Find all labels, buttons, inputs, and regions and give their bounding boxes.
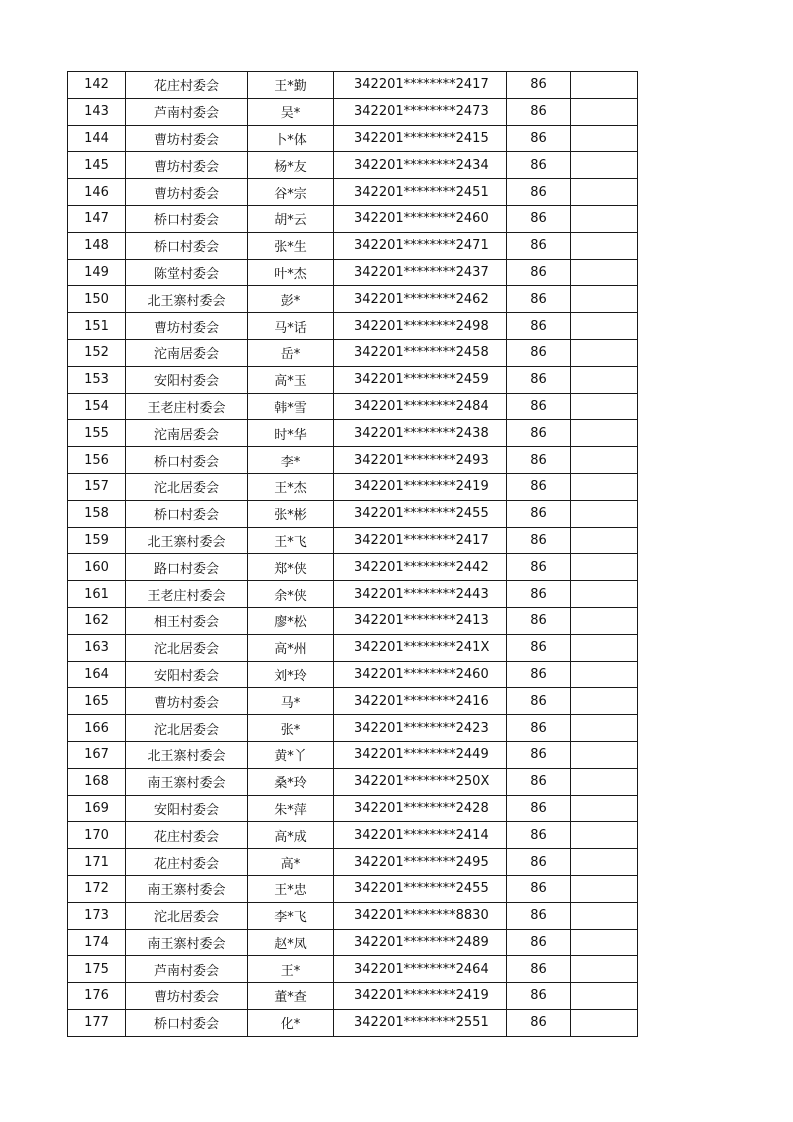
committee-cell: 北王寨村委会: [126, 741, 248, 768]
row-number-cell: 167: [68, 741, 126, 768]
remark-cell: [571, 902, 638, 929]
committee-cell: 花庄村委会: [126, 849, 248, 876]
person-name-cell: 王*勤: [248, 72, 334, 99]
remark-cell: [571, 98, 638, 125]
table-row: [68, 473, 638, 500]
committee-cell: 安阳村委会: [126, 366, 248, 393]
row-number-cell: 165: [68, 688, 126, 715]
remark-cell: [571, 473, 638, 500]
person-name-cell: 王*忠: [248, 875, 334, 902]
person-name-cell: 张*生: [248, 232, 334, 259]
committee-cell: 王老庄村委会: [126, 581, 248, 608]
score-cell: 86: [507, 259, 571, 286]
id-number-cell: 342201********2451: [334, 179, 507, 206]
committee-cell: 沱北居委会: [126, 634, 248, 661]
row-number-cell: 158: [68, 500, 126, 527]
committee-cell: 曹坊村委会: [126, 983, 248, 1010]
row-number-cell: 145: [68, 152, 126, 179]
id-number-cell: 342201********2419: [334, 473, 507, 500]
remark-cell: [571, 849, 638, 876]
score-cell: 86: [507, 527, 571, 554]
roster-table-body: [68, 72, 638, 1037]
person-name-cell: 高*州: [248, 634, 334, 661]
table-row: [68, 286, 638, 313]
row-number-cell: 166: [68, 715, 126, 742]
id-number-cell: 342201********8830: [334, 902, 507, 929]
row-number-cell: 144: [68, 125, 126, 152]
score-cell: 86: [507, 581, 571, 608]
table-row: [68, 929, 638, 956]
score-cell: 86: [507, 232, 571, 259]
table-row: [68, 1009, 638, 1036]
remark-cell: [571, 768, 638, 795]
score-cell: 86: [507, 554, 571, 581]
id-number-cell: 342201********2464: [334, 956, 507, 983]
committee-cell: 安阳村委会: [126, 795, 248, 822]
table-row: [68, 447, 638, 474]
remark-cell: [571, 715, 638, 742]
person-name-cell: 董*查: [248, 983, 334, 1010]
table-row: [68, 339, 638, 366]
committee-cell: 北王寨村委会: [126, 286, 248, 313]
table-row: [68, 527, 638, 554]
id-number-cell: 342201********2443: [334, 581, 507, 608]
committee-cell: 沱南居委会: [126, 339, 248, 366]
id-number-cell: 342201********2493: [334, 447, 507, 474]
score-cell: 86: [507, 956, 571, 983]
table-row: [68, 661, 638, 688]
row-number-cell: 162: [68, 607, 126, 634]
committee-cell: 桥口村委会: [126, 232, 248, 259]
person-name-cell: 叶*杰: [248, 259, 334, 286]
id-number-cell: 342201********2437: [334, 259, 507, 286]
row-number-cell: 157: [68, 473, 126, 500]
score-cell: 86: [507, 822, 571, 849]
id-number-cell: 342201********2473: [334, 98, 507, 125]
row-number-cell: 159: [68, 527, 126, 554]
committee-cell: 花庄村委会: [126, 72, 248, 99]
person-name-cell: 时*华: [248, 420, 334, 447]
score-cell: 86: [507, 715, 571, 742]
remark-cell: [571, 929, 638, 956]
score-cell: 86: [507, 902, 571, 929]
row-number-cell: 155: [68, 420, 126, 447]
remark-cell: [571, 554, 638, 581]
id-number-cell: 342201********2449: [334, 741, 507, 768]
row-number-cell: 172: [68, 875, 126, 902]
id-number-cell: 342201********2460: [334, 661, 507, 688]
remark-cell: [571, 607, 638, 634]
score-cell: 86: [507, 125, 571, 152]
table-row: [68, 741, 638, 768]
remark-cell: [571, 447, 638, 474]
id-number-cell: 342201********2455: [334, 500, 507, 527]
table-row: [68, 125, 638, 152]
row-number-cell: 153: [68, 366, 126, 393]
remark-cell: [571, 688, 638, 715]
person-name-cell: 余*侠: [248, 581, 334, 608]
committee-cell: 芦南村委会: [126, 98, 248, 125]
id-number-cell: 342201********2428: [334, 795, 507, 822]
id-number-cell: 342201********2442: [334, 554, 507, 581]
row-number-cell: 149: [68, 259, 126, 286]
row-number-cell: 154: [68, 393, 126, 420]
committee-cell: 王老庄村委会: [126, 393, 248, 420]
person-name-cell: 吴*: [248, 98, 334, 125]
id-number-cell: 342201********2423: [334, 715, 507, 742]
committee-cell: 安阳村委会: [126, 661, 248, 688]
table-row: [68, 259, 638, 286]
person-name-cell: 刘*玲: [248, 661, 334, 688]
row-number-cell: 176: [68, 983, 126, 1010]
id-number-cell: 342201********2415: [334, 125, 507, 152]
remark-cell: [571, 741, 638, 768]
remark-cell: [571, 527, 638, 554]
committee-cell: 路口村委会: [126, 554, 248, 581]
row-number-cell: 171: [68, 849, 126, 876]
score-cell: 86: [507, 500, 571, 527]
person-name-cell: 黄*丫: [248, 741, 334, 768]
row-number-cell: 175: [68, 956, 126, 983]
row-number-cell: 169: [68, 795, 126, 822]
score-cell: 86: [507, 1009, 571, 1036]
id-number-cell: 342201********2438: [334, 420, 507, 447]
id-number-cell: 342201********2551: [334, 1009, 507, 1036]
row-number-cell: 142: [68, 72, 126, 99]
remark-cell: [571, 366, 638, 393]
committee-cell: 北王寨村委会: [126, 527, 248, 554]
row-number-cell: 151: [68, 313, 126, 340]
score-cell: 86: [507, 366, 571, 393]
id-number-cell: 342201********2484: [334, 393, 507, 420]
remark-cell: [571, 259, 638, 286]
committee-cell: 桥口村委会: [126, 1009, 248, 1036]
table-row: [68, 983, 638, 1010]
remark-cell: [571, 313, 638, 340]
remark-cell: [571, 875, 638, 902]
table-row: [68, 849, 638, 876]
table-row: [68, 366, 638, 393]
remark-cell: [571, 205, 638, 232]
table-row: [68, 152, 638, 179]
table-row: [68, 205, 638, 232]
remark-cell: [571, 795, 638, 822]
score-cell: 86: [507, 983, 571, 1010]
committee-cell: 芦南村委会: [126, 956, 248, 983]
score-cell: 86: [507, 607, 571, 634]
person-name-cell: 王*杰: [248, 473, 334, 500]
table-row: [68, 500, 638, 527]
row-number-cell: 161: [68, 581, 126, 608]
row-number-cell: 152: [68, 339, 126, 366]
row-number-cell: 170: [68, 822, 126, 849]
remark-cell: [571, 581, 638, 608]
committee-cell: 桥口村委会: [126, 500, 248, 527]
score-cell: 86: [507, 849, 571, 876]
remark-cell: [571, 286, 638, 313]
id-number-cell: 342201********2455: [334, 875, 507, 902]
committee-cell: 南王寨村委会: [126, 929, 248, 956]
score-cell: 86: [507, 179, 571, 206]
id-number-cell: 342201********2414: [334, 822, 507, 849]
table-row: [68, 420, 638, 447]
id-number-cell: 342201********2462: [334, 286, 507, 313]
roster-table: [67, 71, 638, 1037]
row-number-cell: 147: [68, 205, 126, 232]
id-number-cell: 342201********2413: [334, 607, 507, 634]
score-cell: 86: [507, 420, 571, 447]
person-name-cell: 谷*宗: [248, 179, 334, 206]
row-number-cell: 174: [68, 929, 126, 956]
row-number-cell: 143: [68, 98, 126, 125]
table-row: [68, 607, 638, 634]
remark-cell: [571, 661, 638, 688]
person-name-cell: 高*成: [248, 822, 334, 849]
person-name-cell: 胡*云: [248, 205, 334, 232]
committee-cell: 陈堂村委会: [126, 259, 248, 286]
id-number-cell: 342201********250X: [334, 768, 507, 795]
id-number-cell: 342201********241X: [334, 634, 507, 661]
score-cell: 86: [507, 339, 571, 366]
person-name-cell: 桑*玲: [248, 768, 334, 795]
id-number-cell: 342201********2498: [334, 313, 507, 340]
score-cell: 86: [507, 393, 571, 420]
remark-cell: [571, 500, 638, 527]
row-number-cell: 163: [68, 634, 126, 661]
score-cell: 86: [507, 688, 571, 715]
table-row: [68, 715, 638, 742]
committee-cell: 曹坊村委会: [126, 313, 248, 340]
score-cell: 86: [507, 768, 571, 795]
table-row: [68, 875, 638, 902]
committee-cell: 曹坊村委会: [126, 125, 248, 152]
score-cell: 86: [507, 205, 571, 232]
remark-cell: [571, 634, 638, 661]
remark-cell: [571, 393, 638, 420]
remark-cell: [571, 339, 638, 366]
table-row: [68, 768, 638, 795]
id-number-cell: 342201********2495: [334, 849, 507, 876]
person-name-cell: 马*话: [248, 313, 334, 340]
person-name-cell: 赵*凤: [248, 929, 334, 956]
score-cell: 86: [507, 875, 571, 902]
committee-cell: 曹坊村委会: [126, 152, 248, 179]
committee-cell: 曹坊村委会: [126, 179, 248, 206]
score-cell: 86: [507, 795, 571, 822]
committee-cell: 曹坊村委会: [126, 688, 248, 715]
id-number-cell: 342201********2489: [334, 929, 507, 956]
row-number-cell: 156: [68, 447, 126, 474]
remark-cell: [571, 72, 638, 99]
row-number-cell: 177: [68, 1009, 126, 1036]
remark-cell: [571, 125, 638, 152]
person-name-cell: 韩*雪: [248, 393, 334, 420]
score-cell: 86: [507, 634, 571, 661]
committee-cell: 南王寨村委会: [126, 768, 248, 795]
score-cell: 86: [507, 98, 571, 125]
person-name-cell: 张*彬: [248, 500, 334, 527]
committee-cell: 花庄村委会: [126, 822, 248, 849]
table-row: [68, 956, 638, 983]
remark-cell: [571, 179, 638, 206]
person-name-cell: 化*: [248, 1009, 334, 1036]
person-name-cell: 高*: [248, 849, 334, 876]
person-name-cell: 岳*: [248, 339, 334, 366]
id-number-cell: 342201********2434: [334, 152, 507, 179]
committee-cell: 沱北居委会: [126, 902, 248, 929]
id-number-cell: 342201********2471: [334, 232, 507, 259]
committee-cell: 沱北居委会: [126, 473, 248, 500]
table-row: [68, 179, 638, 206]
remark-cell: [571, 232, 638, 259]
committee-cell: 桥口村委会: [126, 447, 248, 474]
row-number-cell: 173: [68, 902, 126, 929]
person-name-cell: 高*玉: [248, 366, 334, 393]
row-number-cell: 146: [68, 179, 126, 206]
score-cell: 86: [507, 72, 571, 99]
person-name-cell: 李*飞: [248, 902, 334, 929]
score-cell: 86: [507, 152, 571, 179]
row-number-cell: 160: [68, 554, 126, 581]
score-cell: 86: [507, 929, 571, 956]
row-number-cell: 164: [68, 661, 126, 688]
person-name-cell: 卜*体: [248, 125, 334, 152]
person-name-cell: 张*: [248, 715, 334, 742]
id-number-cell: 342201********2459: [334, 366, 507, 393]
id-number-cell: 342201********2458: [334, 339, 507, 366]
person-name-cell: 马*: [248, 688, 334, 715]
table-row: [68, 688, 638, 715]
remark-cell: [571, 152, 638, 179]
id-number-cell: 342201********2419: [334, 983, 507, 1010]
row-number-cell: 150: [68, 286, 126, 313]
committee-cell: 沱北居委会: [126, 715, 248, 742]
row-number-cell: 168: [68, 768, 126, 795]
committee-cell: 桥口村委会: [126, 205, 248, 232]
score-cell: 86: [507, 473, 571, 500]
remark-cell: [571, 420, 638, 447]
table-row: [68, 393, 638, 420]
remark-cell: [571, 983, 638, 1010]
table-row: [68, 98, 638, 125]
remark-cell: [571, 1009, 638, 1036]
remark-cell: [571, 956, 638, 983]
remark-cell: [571, 822, 638, 849]
person-name-cell: 杨*友: [248, 152, 334, 179]
person-name-cell: 郑*侠: [248, 554, 334, 581]
score-cell: 86: [507, 741, 571, 768]
row-number-cell: 148: [68, 232, 126, 259]
table-row: [68, 822, 638, 849]
table-row: [68, 634, 638, 661]
committee-cell: 南王寨村委会: [126, 875, 248, 902]
id-number-cell: 342201********2416: [334, 688, 507, 715]
person-name-cell: 廖*松: [248, 607, 334, 634]
person-name-cell: 李*: [248, 447, 334, 474]
table-row: [68, 72, 638, 99]
table-row: [68, 313, 638, 340]
id-number-cell: 342201********2460: [334, 205, 507, 232]
table-row: [68, 581, 638, 608]
table-row: [68, 232, 638, 259]
committee-cell: 沱南居委会: [126, 420, 248, 447]
person-name-cell: 朱*萍: [248, 795, 334, 822]
table-row: [68, 554, 638, 581]
person-name-cell: 王*: [248, 956, 334, 983]
score-cell: 86: [507, 661, 571, 688]
person-name-cell: 王*飞: [248, 527, 334, 554]
table-row: [68, 902, 638, 929]
score-cell: 86: [507, 286, 571, 313]
id-number-cell: 342201********2417: [334, 527, 507, 554]
person-name-cell: 彭*: [248, 286, 334, 313]
table-row: [68, 795, 638, 822]
score-cell: 86: [507, 313, 571, 340]
committee-cell: 相王村委会: [126, 607, 248, 634]
id-number-cell: 342201********2417: [334, 72, 507, 99]
score-cell: 86: [507, 447, 571, 474]
